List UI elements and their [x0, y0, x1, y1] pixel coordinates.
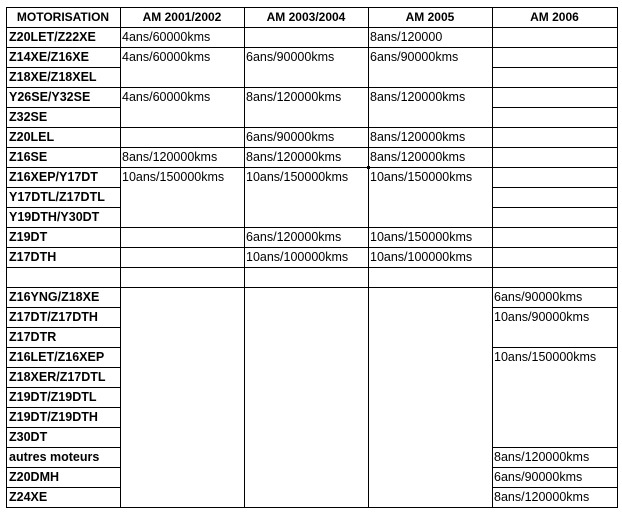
motorisation-cell[interactable]: Z16LET/Z16XEP: [9, 350, 105, 364]
grid-line: [6, 447, 121, 448]
grid-line: [492, 227, 618, 228]
fill-handle[interactable]: [367, 166, 370, 169]
grid-line: [368, 147, 493, 148]
motorisation-cell[interactable]: Z14XE/Z16XE: [9, 50, 89, 64]
warranty-cell[interactable]: 10ans/150000kms: [246, 170, 349, 184]
warranty-cell[interactable]: [244, 267, 368, 287]
warranty-cell[interactable]: 10ans/90000kms: [494, 310, 590, 324]
grid-line: [120, 247, 245, 248]
grid-line: [244, 247, 369, 248]
warranty-cell[interactable]: 10ans/150000kms: [494, 350, 597, 364]
grid-line: [6, 87, 121, 88]
motorisation-cell[interactable]: Z17DT/Z17DTH: [9, 310, 98, 324]
grid-line: [492, 207, 618, 208]
grid-line: [368, 287, 493, 288]
warranty-cell[interactable]: [492, 147, 617, 167]
motorisation-cell[interactable]: Z19DT/Z19DTL: [9, 390, 97, 404]
grid-line: [6, 367, 121, 368]
warranty-cell[interactable]: [120, 247, 244, 267]
grid-line: [6, 47, 121, 48]
warranty-cell[interactable]: 4ans/60000kms: [122, 30, 211, 44]
grid-line: [492, 347, 618, 348]
warranty-cell[interactable]: [368, 307, 492, 327]
grid-line: [6, 127, 121, 128]
grid-line: [492, 147, 618, 148]
grid-line: [120, 147, 245, 148]
warranty-cell[interactable]: [492, 87, 617, 107]
grid-line: [6, 267, 121, 268]
warranty-cell[interactable]: [244, 307, 368, 327]
column-header: AM 2001/2002: [142, 10, 222, 24]
selected-cell-outline: [244, 147, 369, 168]
warranty-cell[interactable]: 8ans/120000: [370, 30, 443, 44]
grid-line: [6, 147, 121, 148]
warranty-cell[interactable]: [368, 287, 492, 307]
warranty-cell[interactable]: [120, 127, 244, 147]
motorisation-cell[interactable]: Y19DTH/Y30DT: [9, 210, 100, 224]
grid-line: [492, 87, 618, 88]
motorisation-cell[interactable]: Z19DT/Z19DTH: [9, 410, 98, 424]
warranty-cell[interactable]: [492, 47, 617, 67]
grid-line: [6, 307, 121, 308]
warranty-cell[interactable]: 8ans/120000kms: [246, 150, 342, 164]
warranty-cell[interactable]: [120, 287, 244, 307]
grid-line: [6, 7, 7, 508]
grid-line: [492, 187, 618, 188]
column-header: AM 2005: [405, 10, 455, 24]
warranty-cell[interactable]: 6ans/90000kms: [246, 130, 335, 144]
grid-line: [492, 7, 493, 508]
grid-line: [492, 467, 618, 468]
warranty-cell[interactable]: [120, 447, 244, 467]
warranty-cell[interactable]: [368, 267, 492, 287]
grid-line: [244, 287, 369, 288]
grid-line: [244, 7, 245, 508]
warranty-cell[interactable]: [120, 107, 244, 127]
warranty-cell[interactable]: [492, 387, 617, 407]
warranty-cell[interactable]: [492, 187, 617, 207]
warranty-cell[interactable]: [492, 127, 617, 147]
grid-line: [492, 167, 618, 168]
grid-line: [120, 87, 245, 88]
motorisation-cell[interactable]: Z16XEP/Y17DT: [9, 170, 98, 184]
warranty-cell[interactable]: [120, 387, 244, 407]
warranty-cell[interactable]: [368, 187, 492, 207]
warranty-cell[interactable]: [244, 467, 368, 487]
motorisation-cell[interactable]: Y17DTL/Z17DTL: [9, 190, 105, 204]
warranty-cell[interactable]: [368, 347, 492, 367]
motorisation-cell[interactable]: Y26SE/Y32SE: [9, 90, 91, 104]
grid-line: [492, 447, 618, 448]
motorisation-cell[interactable]: Z16YNG/Z18XE: [9, 290, 100, 304]
warranty-cell[interactable]: 8ans/120000kms: [370, 150, 466, 164]
grid-line: [6, 107, 121, 108]
grid-line: [244, 267, 369, 268]
warranty-cell[interactable]: [492, 167, 617, 187]
column-header: MOTORISATION: [16, 10, 110, 24]
warranty-cell[interactable]: 8ans/120000kms: [494, 450, 590, 464]
motorisation-cell[interactable]: Z24XE: [9, 490, 48, 504]
warranty-cell[interactable]: [492, 247, 617, 267]
grid-line: [368, 47, 493, 48]
grid-line: [6, 167, 121, 168]
grid-line: [120, 267, 245, 268]
warranty-cell[interactable]: [368, 407, 492, 427]
grid-line: [6, 287, 121, 288]
warranty-cell[interactable]: [244, 447, 368, 467]
grid-line: [6, 407, 121, 408]
motorisation-cell[interactable]: Z20DMH: [9, 470, 60, 484]
warranty-cell[interactable]: [368, 427, 492, 447]
grid-line: [6, 207, 121, 208]
warranty-cell[interactable]: 10ans/150000kms: [370, 230, 473, 244]
grid-line: [6, 487, 121, 488]
grid-line: [6, 187, 121, 188]
warranty-cell[interactable]: [492, 367, 617, 387]
warranty-cell[interactable]: 6ans/90000kms: [494, 470, 583, 484]
grid-line: [6, 467, 121, 468]
grid-line: [6, 247, 121, 248]
warranty-cell[interactable]: 4ans/60000kms: [122, 90, 211, 104]
warranty-cell[interactable]: [368, 107, 492, 127]
warranty-cell[interactable]: [244, 27, 368, 47]
grid-line: [120, 47, 245, 48]
grid-line: [368, 167, 493, 168]
warranty-cell[interactable]: 8ans/120000kms: [370, 90, 466, 104]
warranty-cell[interactable]: [492, 107, 617, 127]
warranty-cell[interactable]: [244, 407, 368, 427]
warranty-cell[interactable]: [368, 67, 492, 87]
grid-line: [6, 347, 121, 348]
warranty-cell[interactable]: [244, 347, 368, 367]
warranty-cell[interactable]: [244, 67, 368, 87]
grid-line: [120, 7, 121, 508]
warranty-cell[interactable]: [492, 227, 617, 247]
grid-line: [492, 127, 618, 128]
motorisation-cell[interactable]: Z18XER/Z17DTL: [9, 370, 106, 384]
warranty-cell[interactable]: [120, 487, 244, 507]
grid-line: [6, 327, 121, 328]
warranty-cell[interactable]: 6ans/90000kms: [370, 50, 459, 64]
motorisation-cell[interactable]: Z17DTR: [9, 330, 57, 344]
motorisation-cell[interactable]: Z20LEL: [9, 130, 55, 144]
warranty-cell[interactable]: 8ans/120000kms: [122, 150, 218, 164]
grid-line: [492, 107, 618, 108]
grid-line: [617, 7, 618, 508]
warranty-cell[interactable]: [120, 407, 244, 427]
warranty-cell[interactable]: 4ans/60000kms: [122, 50, 211, 64]
warranty-cell[interactable]: 10ans/100000kms: [370, 250, 473, 264]
grid-line: [120, 127, 245, 128]
grid-line: [492, 487, 618, 488]
warranty-cell[interactable]: [492, 67, 617, 87]
warranty-cell[interactable]: [120, 427, 244, 447]
grid-line: [492, 267, 618, 268]
grid-line: [368, 247, 493, 248]
motorisation-cell[interactable]: autres moteurs: [9, 450, 100, 464]
warranty-cell[interactable]: [492, 27, 617, 47]
motorisation-cell[interactable]: Z19DT: [9, 230, 48, 244]
warranty-cell[interactable]: [120, 207, 244, 227]
warranty-cell[interactable]: [244, 427, 368, 447]
grid-line: [492, 67, 618, 68]
warranty-cell[interactable]: [368, 487, 492, 507]
warranty-cell[interactable]: [368, 447, 492, 467]
grid-line: [492, 307, 618, 308]
grid-line: [120, 287, 245, 288]
grid-line: [368, 127, 493, 128]
grid-line: [368, 87, 493, 88]
grid-line: [6, 27, 618, 28]
grid-line: [6, 67, 121, 68]
warranty-cell[interactable]: [492, 267, 617, 287]
warranty-cell[interactable]: [492, 427, 617, 447]
warranty-cell[interactable]: 6ans/90000kms: [246, 50, 335, 64]
grid-line: [368, 7, 369, 508]
warranty-cell[interactable]: [120, 187, 244, 207]
warranty-cell[interactable]: 10ans/100000kms: [246, 250, 349, 264]
warranty-cell[interactable]: [120, 67, 244, 87]
grid-line: [244, 227, 369, 228]
warranty-cell[interactable]: [244, 187, 368, 207]
warranty-cell[interactable]: 6ans/120000kms: [246, 230, 342, 244]
warranty-cell[interactable]: [244, 367, 368, 387]
warranty-cell[interactable]: [244, 327, 368, 347]
warranty-cell[interactable]: [244, 487, 368, 507]
warranty-cell[interactable]: [368, 467, 492, 487]
warranty-cell[interactable]: [120, 267, 244, 287]
warranty-cell[interactable]: [120, 327, 244, 347]
grid-line: [368, 227, 493, 228]
warranty-cell[interactable]: 8ans/120000kms: [494, 490, 590, 504]
grid-line: [6, 7, 618, 8]
warranty-cell[interactable]: [244, 287, 368, 307]
grid-line: [244, 127, 369, 128]
warranty-cell[interactable]: [120, 367, 244, 387]
motorisation-cell[interactable]: Z18XE/Z18XEL: [9, 70, 97, 84]
grid-line: [120, 167, 245, 168]
grid-line: [120, 227, 245, 228]
grid-line: [6, 507, 618, 508]
warranty-cell[interactable]: [120, 467, 244, 487]
motorisation-cell[interactable]: [6, 267, 120, 287]
warranty-cell[interactable]: 10ans/150000kms: [370, 170, 473, 184]
warranty-cell[interactable]: [492, 207, 617, 227]
warranty-cell[interactable]: 8ans/120000kms: [370, 130, 466, 144]
grid-line: [244, 87, 369, 88]
column-header: AM 2003/2004: [266, 10, 346, 24]
motorisation-cell[interactable]: Z20LET/Z22XE: [9, 30, 96, 44]
warranty-cell[interactable]: [368, 327, 492, 347]
warranty-cell[interactable]: [244, 207, 368, 227]
column-header: AM 2006: [530, 10, 579, 24]
warranty-cell[interactable]: [492, 327, 617, 347]
grid-line: [6, 227, 121, 228]
warranty-cell[interactable]: [244, 387, 368, 407]
grid-line: [6, 387, 121, 388]
warranty-cell[interactable]: 8ans/120000kms: [246, 90, 342, 104]
warranty-cell[interactable]: [244, 107, 368, 127]
warranty-cell[interactable]: [368, 387, 492, 407]
motorisation-cell[interactable]: Z30DT: [9, 430, 48, 444]
grid-line: [6, 427, 121, 428]
grid-line: [492, 287, 618, 288]
warranty-cell[interactable]: 10ans/150000kms: [122, 170, 225, 184]
warranty-cell[interactable]: [120, 347, 244, 367]
warranty-cell[interactable]: [120, 227, 244, 247]
motorisation-cell[interactable]: Z16SE: [9, 150, 48, 164]
motorisation-cell[interactable]: Z32SE: [9, 110, 48, 124]
grid-line: [368, 267, 493, 268]
grid-line: [492, 247, 618, 248]
grid-line: [244, 47, 369, 48]
warranty-cell[interactable]: [368, 367, 492, 387]
warranty-cell[interactable]: 6ans/90000kms: [494, 290, 583, 304]
motorisation-cell[interactable]: Z17DTH: [9, 250, 57, 264]
warranty-cell[interactable]: [120, 307, 244, 327]
warranty-cell[interactable]: [368, 207, 492, 227]
grid-line: [492, 47, 618, 48]
warranty-cell[interactable]: [492, 407, 617, 427]
